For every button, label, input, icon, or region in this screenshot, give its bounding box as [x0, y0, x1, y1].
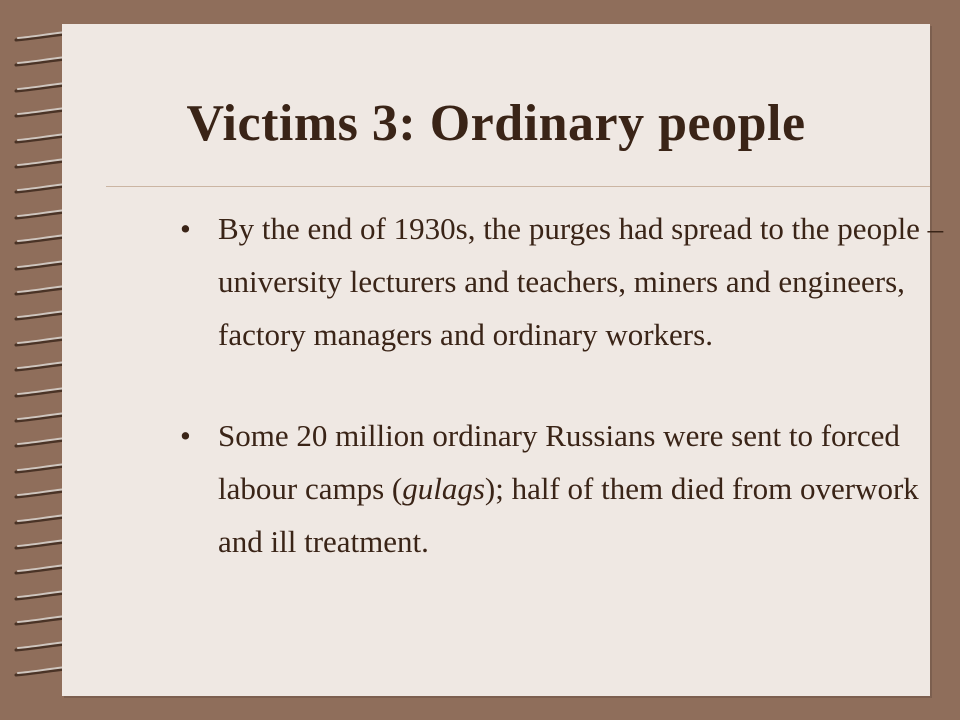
- bullet-list: [180, 202, 960, 568]
- title-divider: [106, 186, 930, 187]
- bullet-text-before: Some 20 million ordinary Russians were sent to forced labour camps (: [218, 418, 900, 506]
- bullet-text: By the end of 1930s, the purges had spread to the people – university lecturers and teachers, miners and engineers, factory managers and ordinary workers.: [218, 211, 944, 352]
- bullet-item-1: [180, 202, 960, 361]
- bullet-text-after: ); half of them died from overwork and ill treatment.: [218, 471, 919, 559]
- bullet-text-italic: gulags: [402, 471, 485, 506]
- slide-page: [62, 24, 944, 696]
- bullet-dot: •: [180, 418, 191, 453]
- bullet-item-2: [180, 409, 960, 568]
- bullet-dot: •: [180, 211, 191, 246]
- slide-title: Victims 3: Ordinary people: [186, 95, 806, 152]
